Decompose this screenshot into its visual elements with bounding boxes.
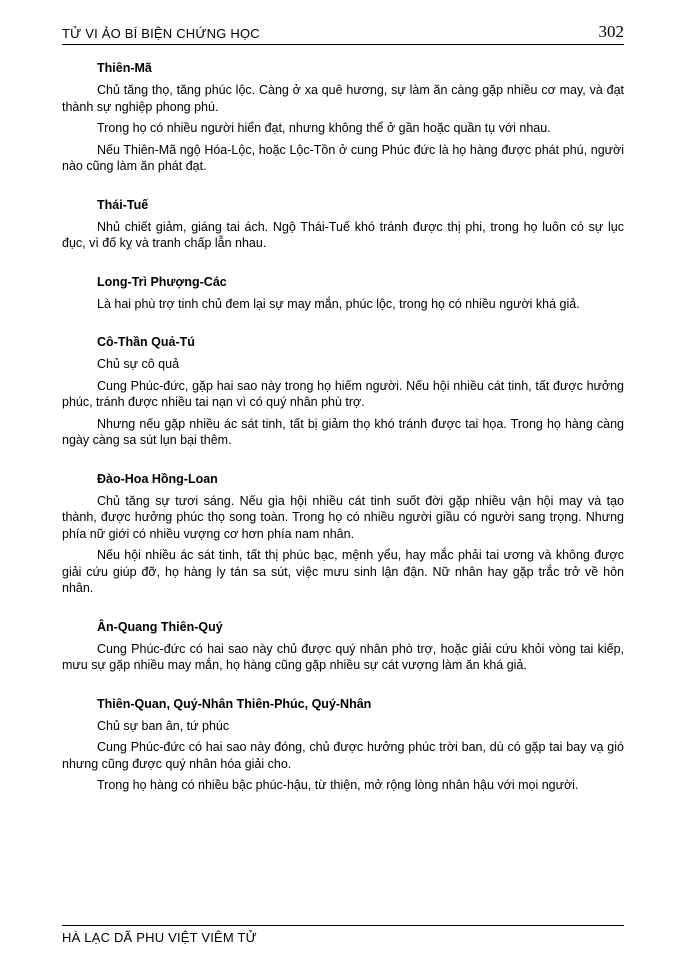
paragraph: Nếu hội nhiều ác sát tinh, tất thị phúc bạc, mệnh yểu, hay mắc phải tai ương và không được giải cứu giúp đỡ, họ hàng ly tán sa sút, việc mưu sinh lận đận. Nữ nhân hay gặp trắc trở về hôn nhân. <box>62 548 624 595</box>
paragraph: Cung Phúc-đức có hai sao này chủ được quý nhân phò trợ, hoặc giải cứu khỏi vòng tai kiếp, mưu sự gặp nhiều may mắn, họ hàng cũng gặp nhiều sự cát vượng làm ăn khá giả. <box>62 641 624 672</box>
paragraph: Trong họ hàng có nhiều bậc phúc-hậu, từ thiện, mở rộng lòng nhân hậu với mọi người. <box>97 778 579 792</box>
paragraph: Cung Phúc-đức, gặp hai sao này trong họ hiếm người. Nếu hội nhiều cát tinh, tất được hưởng phúc, tránh được nhiều tai nạn vì có quý nhân phù trợ. <box>62 378 624 409</box>
section-an-quang-thien-quy <box>62 619 624 674</box>
paragraph: Chủ sự cô quả <box>97 357 180 371</box>
section-thai-tue <box>62 197 624 252</box>
page-number: 302 <box>598 22 624 41</box>
paragraph: Là hai phù trợ tinh chủ đem lại sự may mắn, phúc lộc, trong họ có nhiều người khá giả. <box>97 296 580 311</box>
paragraph: Nhủ chiết giảm, giáng tai ách. Ngộ Thái-Tuế khó tránh được thị phi, trong họ luôn có sự lục đục, vì đố kỵ và tranh chấp lẫn nhau. <box>62 219 624 250</box>
section-title: Thiên-Quan, Quý-Nhân Thiên-Phúc, Quý-Nhân <box>97 696 372 711</box>
page-header <box>62 22 624 45</box>
paragraph: Nhưng nếu gặp nhiều ác sát tinh, tất bị giảm thọ khó tránh được tai họa. Trong họ hàng càng ngày càng sa sút lụn bại thêm. <box>62 416 624 447</box>
section-title: Thái-Tuế <box>97 197 149 212</box>
paragraph: Chủ tăng sự tươi sáng. Nếu gia hội nhiều cát tinh suốt đời gặp nhiều vận hội may và tạo thành, được hưởng phúc thọ song toàn. Trong họ có nhiều người giầu có người sang trọng. Nhưng phía nữ giới có nhiều vượng cơ hơn phía nam nhân. <box>62 493 624 541</box>
page-content <box>62 60 624 816</box>
paragraph: Nếu Thiên-Mã ngộ Hóa-Lộc, hoặc Lộc-Tồn ở cung Phúc đức là họ hàng được phát phú, người nào cũng làm ăn phát đạt. <box>62 142 624 173</box>
paragraph: Cung Phúc-đức có hai sao này đóng, chủ được hưởng phúc trời ban, dù có gặp tai bay vạ gió nhưng cũng được quý nhân hóa giải cho. <box>62 740 624 771</box>
paragraph: Chủ sự ban ân, tứ phúc <box>97 718 230 733</box>
section-title: Cô-Thần Quả-Tú <box>97 335 195 349</box>
section-thien-quan-quy-nhan <box>62 696 624 794</box>
section-title: Long-Trì Phượng-Các <box>97 274 227 289</box>
page-footer <box>62 925 624 945</box>
section-co-than-qua-tu <box>62 334 624 449</box>
section-thien-ma <box>62 60 624 175</box>
section-long-tri-phuong-cac <box>62 274 624 313</box>
paragraph: Chủ tăng thọ, tăng phúc lộc. Càng ở xa quê hương, sự làm ăn càng gặp nhiều cơ may, và đạt thành sự nghiệp phong phú. <box>62 83 624 114</box>
book-title: TỬ VI ẢO BÍ BIỆN CHỨNG HỌC <box>62 26 260 41</box>
section-title: Thiên-Mã <box>97 61 152 75</box>
section-title: Ân-Quang Thiên-Quý <box>97 619 223 634</box>
author-name: HÀ LẠC DÃ PHU VIỆT VIÊM TỬ <box>62 930 257 945</box>
section-title: Đào-Hoa Hồng-Loan <box>97 471 218 486</box>
paragraph: Trong họ có nhiều người hiển đạt, nhưng không thể ở gần hoặc quần tụ với nhau. <box>97 121 551 135</box>
section-dao-hoa-hong-loan <box>62 471 624 597</box>
